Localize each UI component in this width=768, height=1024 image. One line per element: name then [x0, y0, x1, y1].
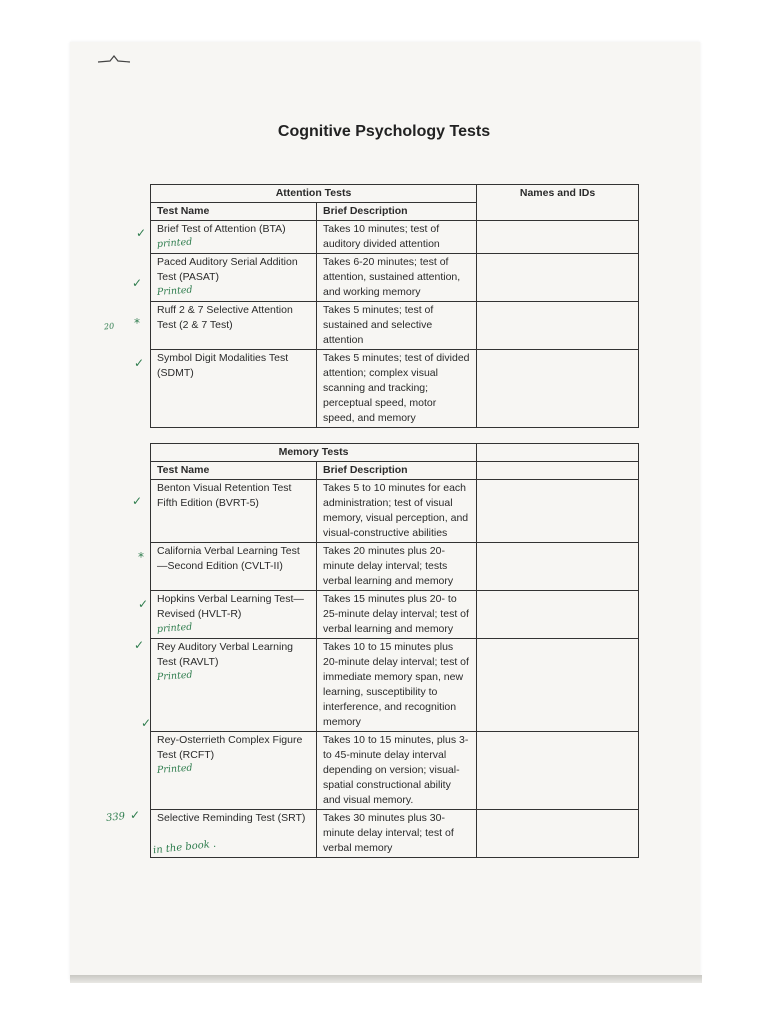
- table-row: [151, 732, 639, 810]
- col-test-name: Test Name: [151, 462, 317, 480]
- table-row: [151, 639, 639, 732]
- asterisk-mark-icon: *: [134, 316, 140, 330]
- test-name-cell: Rey-Osterrieth Complex Figure Test (RCFT) Printed: [151, 732, 317, 810]
- col-brief-description: Brief Description: [317, 203, 477, 221]
- check-mark-icon: ✓: [130, 808, 141, 822]
- names-ids-cell: [477, 810, 639, 858]
- check-mark-icon: ✓: [138, 597, 149, 611]
- names-ids-empty-header: [477, 444, 639, 462]
- check-mark-icon: ✓: [132, 276, 143, 290]
- margin-note: 20: [103, 321, 115, 332]
- page-shadow: [70, 975, 702, 983]
- test-name-cell: Symbol Digit Modalities Test (SDMT): [151, 350, 317, 428]
- names-ids-header: Names and IDs: [477, 185, 639, 221]
- check-mark-icon: ✓: [134, 638, 145, 652]
- names-ids-cell: [477, 350, 639, 428]
- description-cell: Takes 15 minutes plus 20- to 25-minute delay interval; test of verbal learning and memory: [317, 591, 477, 639]
- footer-note: in the book .: [152, 838, 217, 857]
- memory-table: [150, 443, 639, 858]
- table-row: [151, 221, 639, 254]
- test-name-cell: Paced Auditory Serial Addition Test (PASAT) Printed: [151, 254, 317, 302]
- names-ids-cell: [477, 254, 639, 302]
- description-cell: Takes 20 minutes plus 20-minute delay interval; tests verbal learning and memory: [317, 543, 477, 591]
- table-row: [151, 254, 639, 302]
- check-mark-icon: ✓: [141, 716, 152, 730]
- asterisk-mark-icon: *: [138, 550, 144, 564]
- table-row: [151, 302, 639, 350]
- page-number-note: 339: [105, 811, 126, 824]
- table-row: [151, 480, 639, 543]
- table-row: [151, 543, 639, 591]
- names-ids-cell: [477, 591, 639, 639]
- description-cell: Takes 10 minutes; test of auditory divided attention: [317, 221, 477, 254]
- test-name-cell: Benton Visual Retention Test Fifth Edition (BVRT-5): [151, 480, 317, 543]
- description-cell: Takes 5 to 10 minutes for each administration; test of visual memory, visual perception, and visual-constructive abilities: [317, 480, 477, 543]
- handwritten-note: Printed: [156, 284, 193, 298]
- test-name-cell: Selective Reminding Test (SRT): [151, 810, 317, 858]
- handwritten-note: printed: [156, 236, 193, 250]
- check-mark-icon: ✓: [136, 226, 147, 240]
- test-name-cell: California Verbal Learning Test—Second Edition (CVLT-II): [151, 543, 317, 591]
- page-title: Cognitive Psychology Tests: [277, 123, 491, 140]
- description-cell: Takes 30 minutes plus 30-minute delay interval; test of verbal memory: [317, 810, 477, 858]
- table-row: [151, 350, 639, 428]
- handwritten-note: Printed: [156, 669, 193, 683]
- col-test-name: Test Name: [151, 203, 317, 221]
- test-name-cell: Brief Test of Attention (BTA) printed: [151, 221, 317, 254]
- names-ids-cell: [477, 639, 639, 732]
- description-cell: Takes 5 minutes; test of divided attention; complex visual scanning and tracking; perceptual speed, motor speed, and memory: [317, 350, 477, 428]
- names-ids-cell: [477, 732, 639, 810]
- attention-section-header: Attention Tests: [151, 185, 477, 203]
- test-name-cell: Hopkins Verbal Learning Test—Revised (HVLT-R) printed: [151, 591, 317, 639]
- test-name-cell: Rey Auditory Verbal Learning Test (RAVLT) Printed: [151, 639, 317, 732]
- test-name-cell: Ruff 2 & 7 Selective Attention Test (2 & 7 Test): [151, 302, 317, 350]
- description-cell: Takes 5 minutes; test of sustained and selective attention: [317, 302, 477, 350]
- check-mark-icon: ✓: [132, 494, 143, 508]
- names-ids-cell: [477, 480, 639, 543]
- description-cell: Takes 6-20 minutes; test of attention, sustained attention, and working memory: [317, 254, 477, 302]
- names-ids-cell: [477, 221, 639, 254]
- description-cell: Takes 10 to 15 minutes plus 20-minute delay interval; test of immediate memory span, new learning, susceptibility to interference, and recognition memory: [317, 639, 477, 732]
- handwritten-note: Printed: [156, 762, 193, 776]
- description-cell: Takes 10 to 15 minutes, plus 3- to 45-minute delay interval depending on version; visual-spatial constructional ability and visual memory.: [317, 732, 477, 810]
- table-row: [151, 591, 639, 639]
- names-ids-cell: [477, 543, 639, 591]
- memory-section-header: Memory Tests: [151, 444, 477, 462]
- col-brief-description: Brief Description: [317, 462, 477, 480]
- check-mark-icon: ✓: [134, 356, 145, 370]
- names-ids-cell: [477, 302, 639, 350]
- names-ids-empty-header: [477, 462, 639, 480]
- attention-table: [150, 184, 639, 428]
- table-row: [151, 810, 639, 858]
- pen-scribble-icon: [96, 52, 136, 66]
- handwritten-note: printed: [156, 621, 193, 635]
